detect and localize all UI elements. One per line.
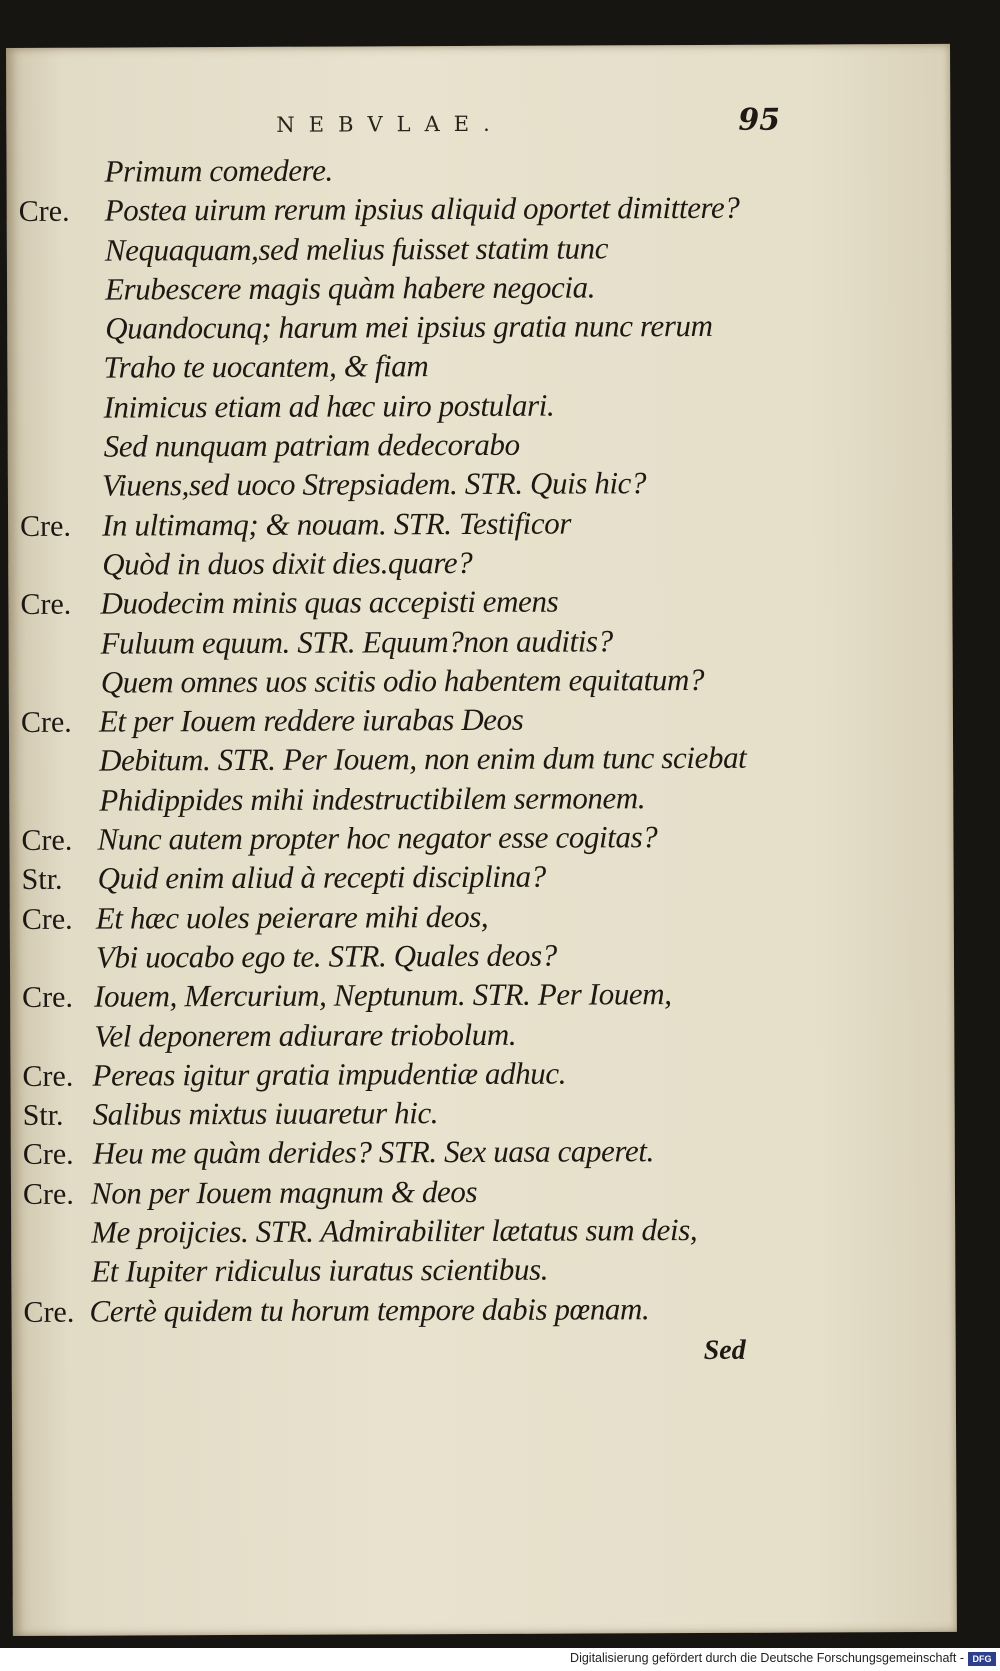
verse-text: Certè quidem tu horum tempore dabis pœnam. (89, 1290, 650, 1329)
verse-line (11, 1211, 955, 1254)
verse-line (9, 739, 953, 782)
page-number: 95 (738, 102, 781, 138)
verse-text: Et hæc uoles peierare mihi deos, (95, 898, 489, 936)
speaker-label: Cre. (22, 1138, 74, 1172)
verse-text: Quid enim aliud à recepti disciplina? (97, 858, 546, 896)
verse-text: Vel deponerem adiurare triobolum. (94, 1016, 517, 1054)
verse-text: Et Iupiter ridiculus iuratus scientibus. (91, 1251, 549, 1289)
verse-text: Inimicus etiam ad hæc uiro postulari. (103, 387, 555, 425)
verse-line (11, 1172, 955, 1215)
verse-line (6, 150, 950, 193)
speaker-label: Cre. (20, 587, 72, 622)
verse-text: Traho te uocantem, & fiam (103, 348, 429, 386)
speaker-label: Cre. (22, 1177, 74, 1211)
footer-bar (0, 1648, 1000, 1671)
verse-text: Heu me quàm derides? STR. Sex uasa caperet. (92, 1133, 654, 1172)
verse-line (11, 1250, 955, 1293)
catchword: Sed (703, 1334, 746, 1366)
verse-text: In ultimamq; & nouam. STR. Testificor (102, 505, 572, 543)
speaker-label: Cre. (21, 902, 73, 936)
verse-text: Me proijcies. STR. Admirabiliter lætatus sum deis, (91, 1212, 698, 1250)
book-page (6, 44, 957, 1636)
verse-text: Salibus mixtus iuuaretur hic. (92, 1095, 439, 1132)
verse-line (9, 621, 953, 664)
verse-line (7, 189, 951, 232)
verse-text: Postea uirum rerum ipsius aliquid oportet dimittere? (104, 190, 740, 228)
speaker-label: Cre. (20, 705, 72, 740)
verse-text: Iouem, Mercurium, Neptunum. STR. Per Iouem, (94, 976, 672, 1014)
verse-line (10, 1014, 954, 1057)
verse-text: Et per Iouem reddere iurabas Deos (98, 701, 524, 739)
verse-line (7, 346, 951, 389)
verse-line (8, 464, 952, 507)
verse-text: Nunc autem propter hoc negator esse cogitas? (97, 819, 658, 857)
verse-line (10, 1054, 954, 1097)
speaker-label: Cre. (20, 509, 71, 543)
verse-text: Fuluum equum. STR. Equum?non auditis? (100, 622, 613, 661)
verse-line (9, 661, 953, 704)
speaker-label: Cre. (22, 1059, 74, 1093)
verse-text: Pereas igitur gratia impudentiæ adhuc. (92, 1055, 567, 1093)
verse-line (7, 228, 951, 271)
verse-text: Sed nunquam patriam dedecorabo (103, 426, 520, 464)
verse-line (10, 936, 954, 979)
verse-line (8, 582, 952, 625)
dfg-logo-icon: DFG (968, 1652, 996, 1666)
verse-line (10, 897, 954, 940)
verse-line (8, 425, 952, 468)
verse-text: Quem omnes uos scitis odio habentem equitatum? (100, 661, 705, 700)
running-head: NEBVLAE. (276, 111, 504, 137)
speaker-label: Cre. (22, 980, 74, 1015)
verse-line (8, 504, 952, 547)
verse-line (8, 543, 952, 586)
speaker-label: Cre. (23, 1295, 75, 1329)
verse-line (11, 1132, 955, 1175)
verse-text: Viuens,sed uoco Strepsiadem. STR. Quis hic? (101, 465, 647, 503)
verse-line (7, 307, 951, 350)
verse-text: Quandocunq; harum mei ipsius gratia nunc rerum (105, 308, 713, 346)
verse-block (6, 150, 955, 1333)
verse-line (7, 268, 951, 311)
verse-line (7, 386, 951, 429)
speaker-label: Cre. (21, 823, 73, 857)
verse-text: Debitum. STR. Per Iouem, non enim dum tunc sciebat (99, 740, 747, 779)
speaker-label: Str. (22, 1098, 64, 1133)
footer-credit: Digitalisierung gefördert durch die Deutsche Forschungsgemeinschaft - (570, 1651, 964, 1665)
verse-line (11, 1289, 955, 1332)
verse-text: Duodecim minis quas accepisti emens (100, 583, 559, 621)
speaker-label: Cre. (18, 195, 70, 229)
verse-line (9, 700, 953, 743)
verse-text: Nequaquam,sed melius fuisset statim tunc (104, 229, 609, 268)
verse-text: Primum comedere. (104, 152, 333, 189)
verse-text: Vbi uocabo ego te. STR. Quales deos? (95, 937, 557, 975)
verse-line (11, 1093, 955, 1136)
speaker-label: Str. (21, 863, 63, 897)
verse-line (10, 857, 954, 900)
verse-line (9, 779, 953, 822)
verse-text: Quòd in duos dixit dies.quare? (102, 544, 473, 582)
verse-line (9, 818, 953, 861)
verse-line (10, 975, 954, 1018)
verse-text: Phidippides mihi indestructibilem sermonem. (99, 779, 646, 818)
verse-text: Non per Iouem magnum & deos (90, 1173, 478, 1211)
verse-text: Erubescere magis quàm habere negocia. (104, 269, 596, 307)
